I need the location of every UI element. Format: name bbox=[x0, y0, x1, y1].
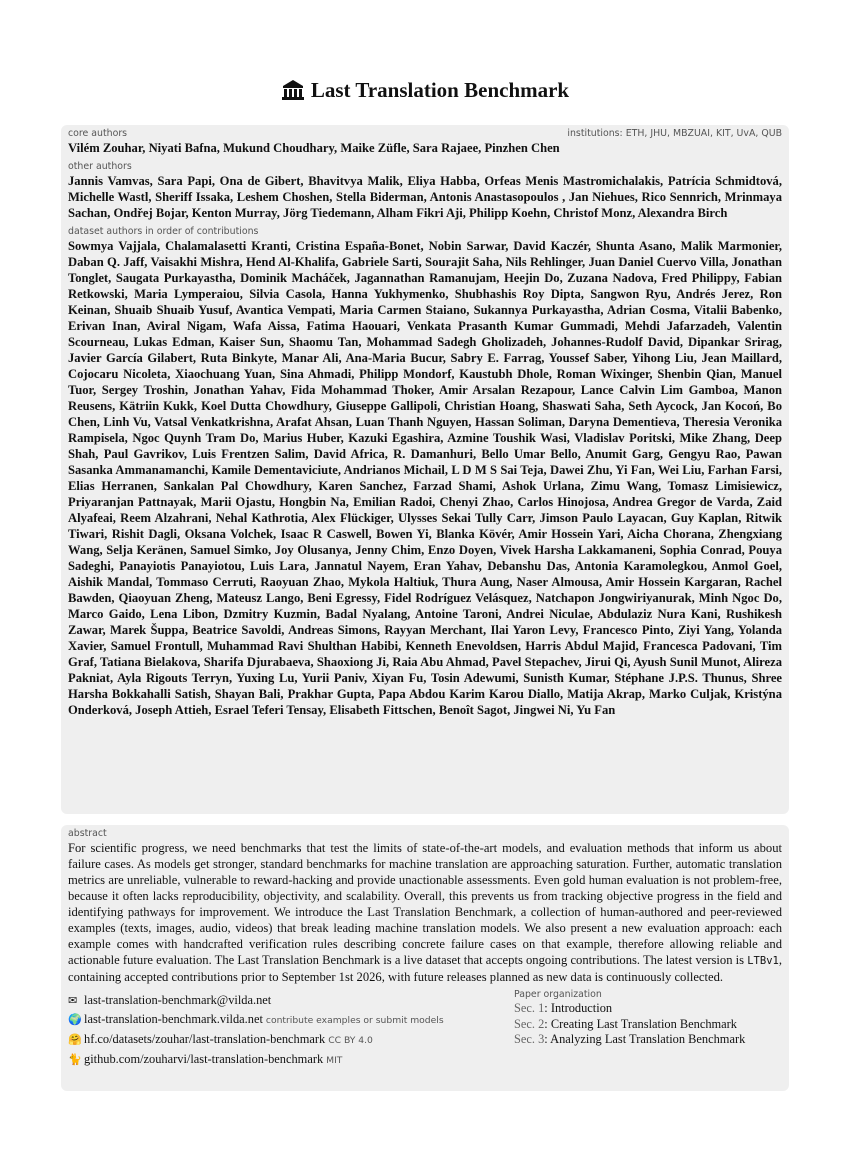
email-link[interactable]: last-translation-benchmark@vilda.net bbox=[84, 993, 272, 1007]
section-title: Introduction bbox=[550, 1001, 613, 1015]
section-number: Sec. 1 bbox=[514, 1001, 545, 1015]
dataset-license: CC BY 4.0 bbox=[328, 1035, 373, 1046]
section-link-1[interactable]: Sec. 1: Introduction bbox=[514, 1001, 613, 1015]
section-link-3[interactable]: Sec. 3: Analyzing Last Translation Benchmark bbox=[514, 1032, 746, 1046]
website-note: contribute examples or submit models bbox=[265, 1015, 444, 1026]
huggingface-link-row[interactable] bbox=[68, 1030, 513, 1050]
section-link-2[interactable]: Sec. 2: Creating Last Translation Benchmark bbox=[514, 1016, 738, 1031]
envelope-icon: ✉ bbox=[68, 995, 78, 1007]
section-title: Analyzing Last Translation Benchmark bbox=[550, 1032, 746, 1046]
abstract-text bbox=[68, 840, 782, 985]
website-link[interactable]: last-translation-benchmark.vilda.net bbox=[84, 1012, 263, 1026]
email-link-row[interactable] bbox=[68, 991, 513, 1010]
section-title: Creating Last Translation Benchmark bbox=[550, 1016, 738, 1031]
institutions-label: institutions: ETH, JHU, MBZUAI, KIT, UvA, QUB bbox=[567, 128, 782, 139]
section-number: Sec. 2 bbox=[514, 1016, 545, 1031]
abstract-text-end: , containing accepted contributions prior to September 1st 2026, with future releases planned as new data is continuously collected. bbox=[68, 953, 782, 984]
version-tag: LTBv1 bbox=[747, 955, 779, 967]
dataset-authors: Sowmya Vajjala, Chalamalasetti Kranti, Cristina España-Bonet, Nobin Sarwar, David Kaczér, Shunta Asano, Malik Marmonier, Daban Q. Jaff, Vaisakhi Mishra, Hend Al-Khalifa, Gabriele Sarti, Sourajit Saha, Nils Rehlinger, Juan Daniel Cuervo Villa, Jonathan Tonglet, Saugata Purkayastha, Dominik Macháček, Jagannathan Ramanujam, Heejin Do, Zuzana Nadova, Fred Philippy, Fabian Retkowski, Maria Lymperaiou, Silvia Casola, Hanna Yukhymenko, Shubhashis Roy Dipta, Sangwon Ryu, Andrés Jerez, Ron Keinan, Shuaib Shuaib Yusuf, Avantica Vempati, Maria Carmen Staiano, Sukannya Purkayastha, Adrian Cosma, Vitalii Babenko, Erivan Inan, Aviral Nigam, Wafa Aissa, Fatima Haouari, Venkata Prasanth Kumar Gummadi, Mehdi Jafarzadeh, Valentin Scourneau, Lukas Edman, Kaiser Sun, Shaomu Tan, Mohammad Sadegh Gholizadeh, Johannes-Rudolf David, Dipankar Srirag, Javier García Gilabert, Ruta Binkyte, Manar Ali, Ana-Maria Bucur, Sabry E. Farrag, Youssef Saber, Yihong Liu, Jean Maillard, Cojocaru Nicoleta, Xiaochuang Yuan, Sina Ahmadi, Philipp Mondorf, Kaustubh Dhole, Roman Wixinger, Shenbin Qian, Manuel Tuor, Sergey Troshin, Jonathan Yahav, Fida Mohammad Thoker, Amir Arsalan Rezapour, Lance Calvin Lim Gamboa, Manon Reusens, Kätriin Kukk, Koel Dutta Chowdhury, Giuseppe Gallipoli, Christian Hoang, Shaswati Saha, Seth Aycock, Jan Kocoń, Bo Chen, Linh Vu, Vatsal Venkatkrishna, Arafat Ahsan, Luan Thanh Nguyen, Hassan Soliman, Daryna Dementieva, Theresia Veronika Rampisela, Ngoc Quynh Tram Do, Marius Huber, Kazuki Egashira, Azmine Toushik Wasi, Vladislav Poritski, Mike Zhang, Deep Shah, Paul Gavrikov, Luis Frentzen Salim, David Africa, R. Damanhuri, Bello Umar Bello, Anumit Garg, Gengyu Rao, Pawan Sasanka Ammanamanchi, Kamile Dementaviciute, Andrianos Michail, L D M S Sai Teja, Dawei Zhu, Yi Fan, Wei Liu, Farhan Farsi, Elias Herranen, Sankalan Pal Chowdhury, Karen Sanchez, Farzad Shami, Ashok Urlana, Zimu Wang, Tomasz Limisiewicz, Priyaranjan Pattnayak, Marii Ojastu, Hongbin Na, Emilian Radoi, Chenyi Zhao, Carlos Hinojosa, Andrea Gregor de Varda, Zaid Alyafeai, Reem Alzahrani, Nehal Kathrotia, Alex Flückiger, Ulysses Sekai Tully Carr, Jimson Paulo Layacan, Guy Kaplan, Ritwik Tiwari, Rishit Dagli, Oksana Volchek, Isaac R Caswell, Bowen Yi, Blanka Kövér, Amir Hossein Yari, Aicha Chorana, Zhengxiang Wang, Selja Keränen, Samuel Simko, Joy Olusanya, Jenny Chim, Enzo Doyen, Vivek Harsha Lakkamaneni, Sophia Conrad, Pouya Sadeghi, Panayiotis Panayiotou, Luis Lara, Jannatul Nayem, Eran Yahav, Debanshu Das, Antonia Karamolegkou, Anmol Goel, Aishik Mandal, Tommaso Cerruti, Raoyuan Zhao, Mykola Haltiuk, Thura Aung, Naser Almousa, Amir Hossein Kargaran, Rachel Bawden, Qiaoyuan Zheng, Mateusz Lango, Beni Egressy, Fidel Rodríguez Velásquez, Natchapon Jongwiriyanurak, Minh Ngoc Do, Marco Gaido, Lena Libon, Dzmitry Kuzmin, Badal Nyalang, Antoine Taroni, Andrei Niculae, Abdulaziz Nura Kani, Rushikesh Zawar, Marek Šuppa, Beatrice Savoldi, Andreas Simons, Rayyan Merchant, Ilai Yaron Levy, Francesco Pinto, Ziyi Yang, Yolanda Xavier, Samuel Frontull, Muhammad Ravi Shulthan Habibi, Kenneth Enevoldsen, Harris Abdul Majid, Francesca Padovani, Tim Graf, Tatiana Bielakova, Sharifa Djurabaeva, Shaoxiong Ji, Raia Abu Ahmad, Pavel Stepachev, Jirui Qi, Ayush Sunil Munot, Alireza Pakniat, Ayla Rigouts Terryn, Yuxing Lu, Yurii Paniv, Xiyan Fu, Tosin Adewumi, Sunisth Kumar, Stéphane J.P.S. Thunus, Shree Harsha Bokkahalli Satish, Shayan Bali, Prakhar Gupta, Papa Abdou Karim Karou Diallo, Matija Akrap, Marko Culjak, Kristýna Onderková, Joseph Attieh, Esrael Teferi Tensay, Elisabeth Fittschen, Benoît Sagot, Jingwei Ni, Yu Fan bbox=[68, 239, 782, 717]
paper-title-row bbox=[0, 78, 850, 107]
github-link-row[interactable] bbox=[68, 1050, 513, 1070]
section-number: Sec. 3 bbox=[514, 1032, 545, 1046]
website-link-row[interactable] bbox=[68, 1010, 513, 1030]
code-license: MIT bbox=[326, 1055, 343, 1066]
temple-icon bbox=[281, 79, 305, 107]
huggingface-link[interactable]: hf.co/datasets/zouhar/last-translation-benchmark bbox=[84, 1032, 326, 1046]
abstract-label: abstract bbox=[68, 828, 107, 839]
organization-label: Paper organization bbox=[514, 989, 602, 1000]
github-link[interactable]: github.com/zouharvi/last-translation-benchmark bbox=[84, 1052, 324, 1066]
abstract-box bbox=[61, 825, 789, 1091]
globe-icon: 🌍 bbox=[68, 1014, 82, 1026]
other-authors-label: other authors bbox=[68, 161, 132, 172]
core-authors-label: core authors bbox=[68, 128, 128, 139]
other-authors: Jannis Vamvas, Sara Papi, Ona de Gibert, Bhavitvya Malik, Eliya Habba, Orfeas Menis Mastromichalakis, Patrícia Schmidtová, Michelle Wastl, Sheriff Issaka, Leshem Choshen, Stella Biderman, Antonis Anastasopoulos , Jan Niehues, Rico Sennrich, Mrinmaya Sachan, Ondřej Bojar, Kenton Murray, Jörg Tiedemann, Alham Fikri Aji, Philipp Koehn, Christof Monz, Alexandra Birch bbox=[68, 174, 782, 220]
links-area bbox=[68, 991, 782, 1070]
paper-organization bbox=[514, 989, 782, 1070]
paper-title: Last Translation Benchmark bbox=[310, 78, 570, 102]
core-authors: Vilém Zouhar, Niyati Bafna, Mukund Choudhary, Maike Züfle, Sara Rajaee, Pinzhen Chen bbox=[68, 141, 560, 155]
hugging-face-icon: 🤗 bbox=[68, 1034, 82, 1046]
dataset-authors-label: dataset authors in order of contributions bbox=[68, 226, 259, 237]
abstract-text-main: For scientific progress, we need benchmarks that test the limits of state-of-the-art models, and evaluation methods that inform us about failure cases. As models get stronger, standard benchmarks for machine translation are approaching saturation. Further, automatic translation metrics are unreliable, vulnerable to reward-hacking and provide unactionable assessments. Even gold human evaluation is not problem-free, because it often lacks reproducibility, objectivity, and scalability. Overall, this prevents us from tracking objective progress in the field and identifying pathways for improvement. We introduce the Last Translation Benchmark, a collection of human-authored and peer-reviewed examples (texts, images, audio, videos) that break leading machine translation models. We also present a new evaluation approach: each example comes with handcrafted verification rules describing concrete failure cases on that example, therefore allowing reliable and actionable future evaluation. The Last Translation Benchmark is a live dataset that accepts ongoing contributions. The latest version is bbox=[68, 841, 782, 967]
authors-box bbox=[61, 125, 789, 814]
contact-links bbox=[68, 991, 513, 1070]
github-icon: 🐈 bbox=[68, 1054, 82, 1066]
